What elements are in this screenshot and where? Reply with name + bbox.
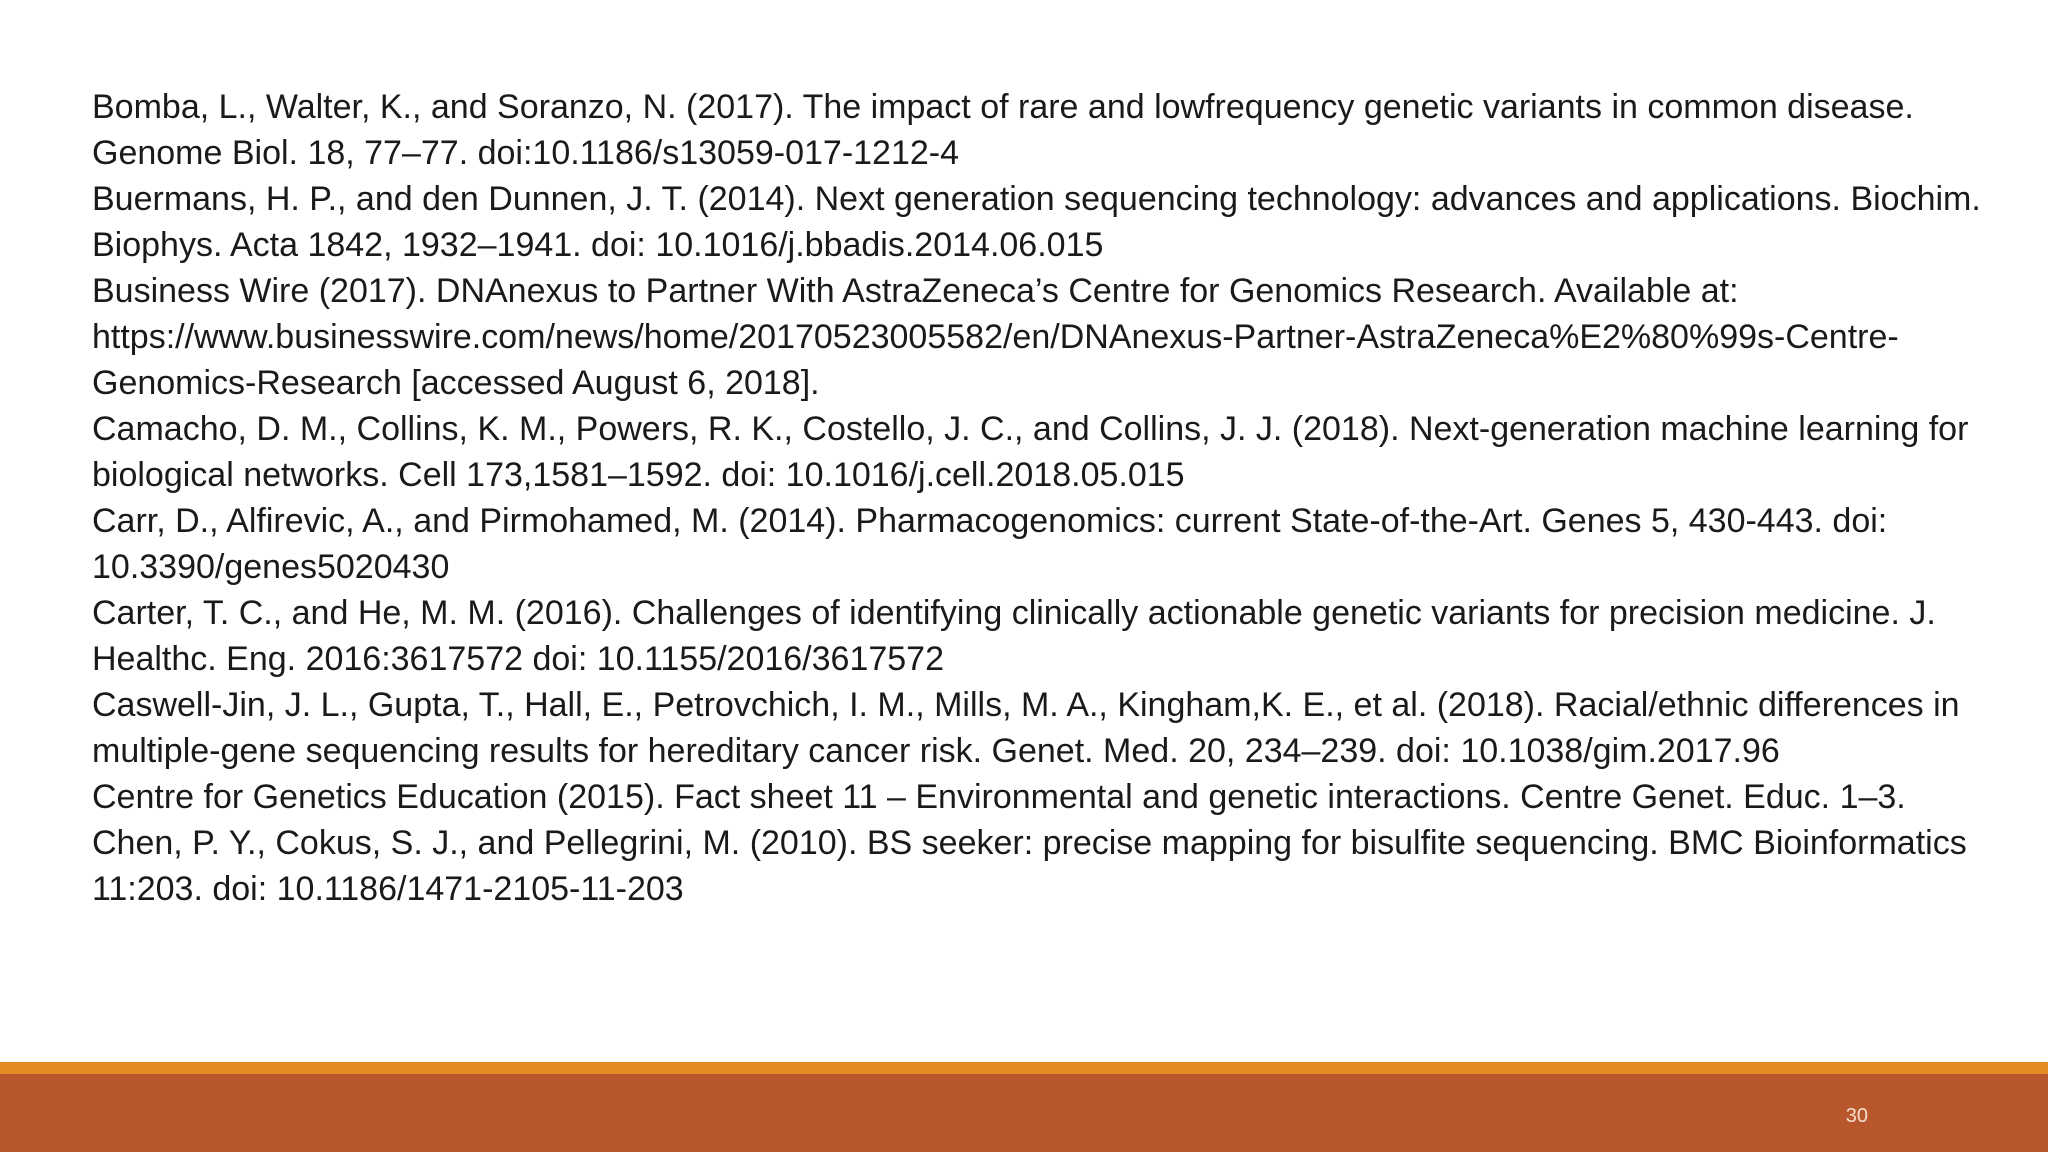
reference-item: Chen, P. Y., Cokus, S. J., and Pellegrini, M. (2010). BS seeker: precise mapping for bisulfite sequencing. BMC Bioinformatics 11:203. doi: 10.1186/1471-2105-11-203 xyxy=(92,824,1967,908)
reference-list xyxy=(92,84,1982,912)
reference-item: Centre for Genetics Education (2015). Fact sheet 11 – Environmental and genetic interactions. Centre Genet. Educ. 1–3. xyxy=(92,778,1906,816)
reference-item: Business Wire (2017). DNAnexus to Partner With AstraZeneca’s Centre for Genomics Research. Available at: https://www.businesswire.com/news/home/20170523005582/en/DNAnexus-Partner-AstraZeneca%E2%80%99s-Centre-Genomics-Research [accessed August 6, 2018]. xyxy=(92,272,1899,402)
reference-item: Carr, D., Alfirevic, A., and Pirmohamed, M. (2014). Pharmacogenomics: current State-of-the-Art. Genes 5, 430-443. doi: 10.3390/genes5020430 xyxy=(92,502,1888,586)
reference-item: Camacho, D. M., Collins, K. M., Powers, R. K., Costello, J. C., and Collins, J. J. (2018). Next-generation machine learning for biological networks. Cell 173,1581–1592. doi: 10.1016/j.cell.2018.05.015 xyxy=(92,410,1969,494)
reference-item: Bomba, L., Walter, K., and Soranzo, N. (2017). The impact of rare and lowfrequency genetic variants in common disease. Genome Biol. 18, 77–77. doi:10.1186/s13059-017-1212-4 xyxy=(92,88,1914,172)
reference-item: Buermans, H. P., and den Dunnen, J. T. (2014). Next generation sequencing technology: advances and applications. Biochim. Biophys. Acta 1842, 1932–1941. doi: 10.1016/j.bbadis.2014.06.015 xyxy=(92,180,1981,264)
footer-accent-line xyxy=(0,1062,2048,1074)
footer-band xyxy=(0,1074,2048,1152)
reference-item: Carter, T. C., and He, M. M. (2016). Challenges of identifying clinically actionable genetic variants for precision medicine. J. Healthc. Eng. 2016:3617572 doi: 10.1155/2016/3617572 xyxy=(92,594,1936,678)
page-number: 30 xyxy=(1845,1105,1868,1127)
reference-item: Caswell-Jin, J. L., Gupta, T., Hall, E., Petrovchich, I. M., Mills, M. A., Kingham,K. E., et al. (2018). Racial/ethnic differences in multiple-gene sequencing results for hereditary cancer risk. Genet. Med. 20, 234–239. doi: 10.1038/gim.2017.96 xyxy=(92,686,1960,770)
